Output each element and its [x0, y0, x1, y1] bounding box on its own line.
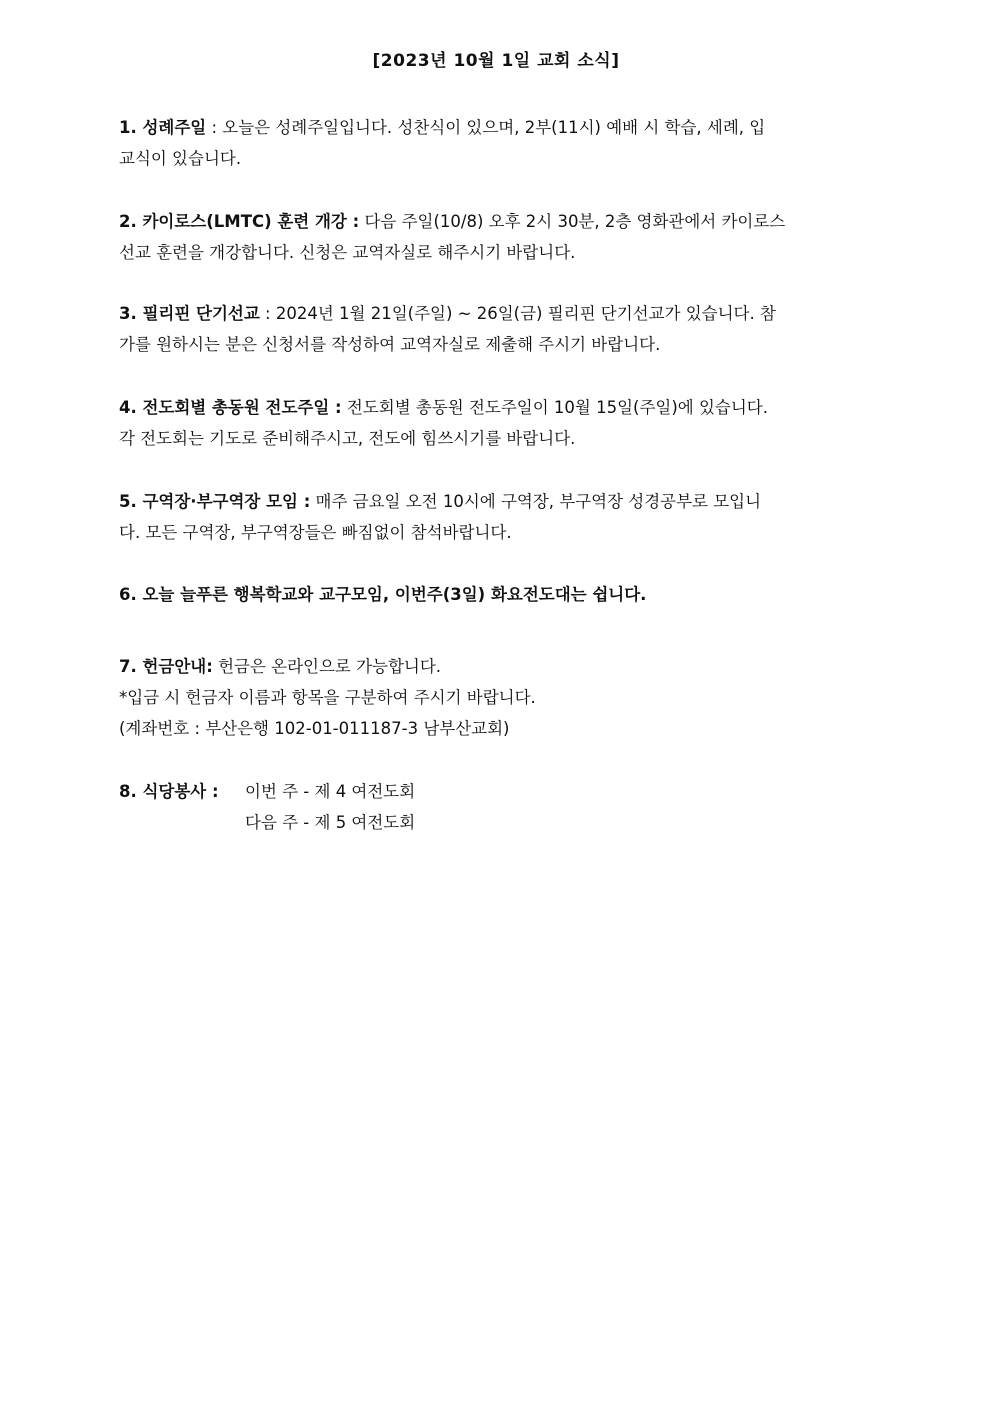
notice-heading: 5. 구역장·부구역장 모임 :: [119, 492, 311, 511]
notice-heading: 1. 성례주일: [119, 118, 207, 137]
notice-item-3: [119, 298, 875, 360]
notice-text: : 오늘은 성례주일입니다. 성찬식이 있으며, 2부(11시) 예배 시 학습, 세례, 입: [206, 118, 766, 137]
meal-next-week: 다음 주 - 제 5 여전도회: [245, 813, 416, 832]
notice-text: 다음 주일(10/8) 오후 2시 30분, 2층 영화관에서 카이로스: [359, 212, 786, 231]
notice-heading: 3. 필리핀 단기선교: [119, 304, 260, 323]
notice-text: 전도회별 총동원 전도주일이 10월 15일(주일)에 있습니다.: [341, 398, 768, 417]
account-info: (계좌번호 : 부산은행 102-01-011187-3 남부산교회): [119, 719, 510, 738]
notice-text: 선교 훈련을 개강합니다. 신청은 교역자실로 해주시기 바랍니다.: [119, 243, 576, 262]
notice-line: [119, 112, 875, 143]
meal-row-this-week: [119, 776, 875, 807]
notice-line: [119, 392, 875, 423]
notice-item-7: [119, 651, 875, 744]
notice-item-6: [119, 579, 875, 610]
notice-text: *입금 시 헌금자 이름과 항목을 구분하여 주시기 바랍니다.: [119, 688, 536, 707]
notice-text: : 2024년 1월 21일(주일) ~ 26일(금) 필리핀 단기선교가 있습니다. 참: [259, 304, 776, 323]
notice-item-5: [119, 486, 875, 548]
notice-text: 가를 원하시는 분은 신청서를 작성하여 교역자실로 제출해 주시기 바랍니다.: [119, 335, 661, 354]
notice-item-1: [119, 112, 875, 174]
notice-line: [119, 298, 875, 329]
notice-text: 매주 금요일 오전 10시에 구역장, 부구역장 성경공부로 모입니: [310, 492, 762, 511]
notice-text: 다. 모든 구역장, 부구역장들은 빠짐없이 참석바랍니다.: [119, 523, 512, 542]
notice-heading: 8. 식당봉사 :: [119, 782, 219, 801]
notice-text: 교식이 있습니다.: [119, 149, 242, 168]
notice-heading: 7. 헌금안내:: [119, 657, 213, 676]
page-title: [2023년 10월 1일 교회 소식]: [372, 51, 620, 71]
meal-this-week: 이번 주 - 제 4 여전도회: [245, 782, 416, 801]
notice-line: [119, 486, 875, 517]
notice-heading: 4. 전도회별 총동원 전도주일 :: [119, 398, 342, 417]
notice-item-4: [119, 392, 875, 454]
notice-heading: 2. 카이로스(LMTC) 훈련 개강 :: [119, 212, 360, 231]
notice-line: [119, 206, 875, 237]
notice-item-2: [119, 206, 875, 268]
notice-line: [119, 651, 875, 682]
notice-item-8: [119, 776, 875, 838]
notice-text: 헌금은 온라인으로 가능합니다.: [212, 657, 442, 676]
notice-text: 각 전도회는 기도로 준비해주시고, 전도에 힘쓰시기를 바랍니다.: [119, 429, 576, 448]
notice-text: 6. 오늘 늘푸른 행복학교와 교구모임, 이번주(3일) 화요전도대는 쉽니다.: [119, 585, 647, 604]
meal-row-next-week: [119, 807, 875, 838]
